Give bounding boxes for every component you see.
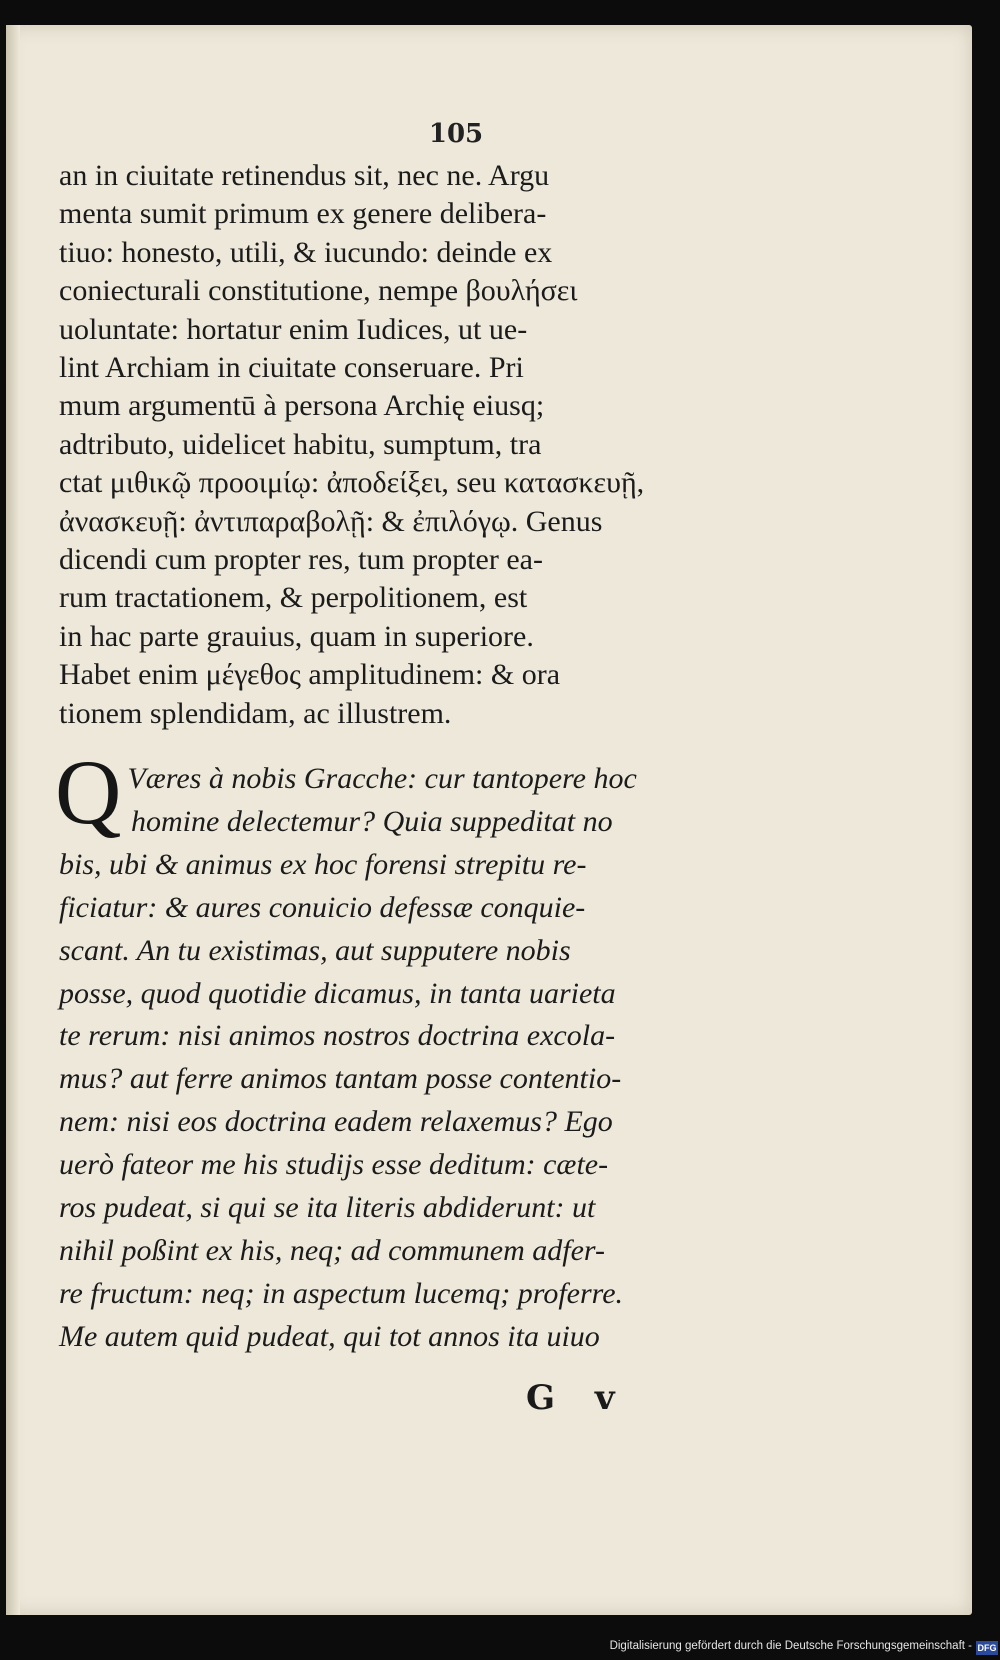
page-number: 105	[428, 119, 484, 149]
oration-line: bis, ubi & animus ex hoc forensi strepitu re-	[59, 847, 587, 881]
signature-mark: G v	[526, 1378, 629, 1418]
commentary-line: Habet enim μέγεθος amplitudinem: & ora	[59, 658, 561, 692]
commentary-line: ἀνασκευῇ: ἀντιπαραβολῇ: & ἐπιλόγῳ. Genus	[59, 504, 603, 538]
page-gutter	[6, 25, 20, 1615]
oration-line: nihil poßint ex his, neq; ad communem adfer-	[59, 1233, 605, 1267]
commentary-line: mum argumentū à persona Archię eiusq;	[59, 389, 545, 423]
commentary-line: menta sumit primum ex genere delibera-	[59, 197, 547, 231]
book-page	[6, 25, 972, 1615]
oration-line: ficiatur: & aures conuicio defessæ conquie-	[59, 890, 586, 924]
oration-line: ros pudeat, si qui se ita literis abdiderunt: ut	[59, 1191, 596, 1225]
oration-line: re fructum: neq; in aspectum lucemq; proferre.	[59, 1276, 624, 1310]
oration-line: mus? aut ferre animos tantam posse contentio-	[59, 1062, 622, 1096]
oration-line: te rerum: nisi animos nostros doctrina excola-	[59, 1019, 616, 1053]
commentary-line: in hac parte grauius, quam in superiore.	[59, 619, 534, 653]
commentary-line: ctat μιθικῷ προοιμίῳ: ἀποδείξει, seu κατασκευῇ,	[59, 466, 645, 500]
oration-line: posse, quod quotidie dicamus, in tanta uarieta	[59, 976, 616, 1010]
commentary-line: coniecturali constitutione, nempe βουλήσει	[59, 274, 578, 308]
commentary-line: uoluntate: hortatur enim Iudices, ut ue-	[59, 312, 528, 346]
oration-line: nem: nisi eos doctrina eadem relaxemus? Ego	[59, 1105, 613, 1139]
oration-line: Væres à nobis Gracche: cur tantopere hoc	[127, 762, 637, 795]
oration-line: scant. An tu existimas, aut supputere nobis	[59, 933, 571, 967]
dfg-logo: DFG	[977, 1643, 997, 1653]
oration-line: uerò fateor me his studijs esse deditum: cæte-	[59, 1148, 609, 1182]
commentary-line: tiuo: honesto, utili, & iucundo: deinde ex	[59, 235, 553, 269]
footer-bar	[0, 1638, 1000, 1660]
commentary-line: tionem splendidam, ac illustrem.	[59, 696, 452, 730]
funding-credit: Digitalisierung gefördert durch die Deutsche Forschungsgemeinschaft -	[609, 1640, 972, 1652]
drop-capital: Q	[55, 741, 122, 843]
commentary-line: rum tractationem, & perpolitionem, est	[59, 581, 528, 615]
oration-line: homine delectemur? Quia suppeditat no	[131, 804, 613, 838]
commentary-paragraph	[59, 157, 699, 733]
commentary-line: adtributo, uidelicet habitu, sumptum, tra	[59, 427, 542, 461]
commentary-line: lint Archiam in ciuitate conseruare. Pri	[59, 351, 524, 385]
commentary-line: an in ciuitate retinendus sit, nec ne. Argu	[59, 159, 550, 192]
oration-paragraph	[55, 741, 699, 1359]
commentary-line: dicendi cum propter res, tum propter ea-	[59, 543, 543, 577]
oration-line: Me autem quid pudeat, qui tot annos ita uiuo	[59, 1319, 600, 1353]
